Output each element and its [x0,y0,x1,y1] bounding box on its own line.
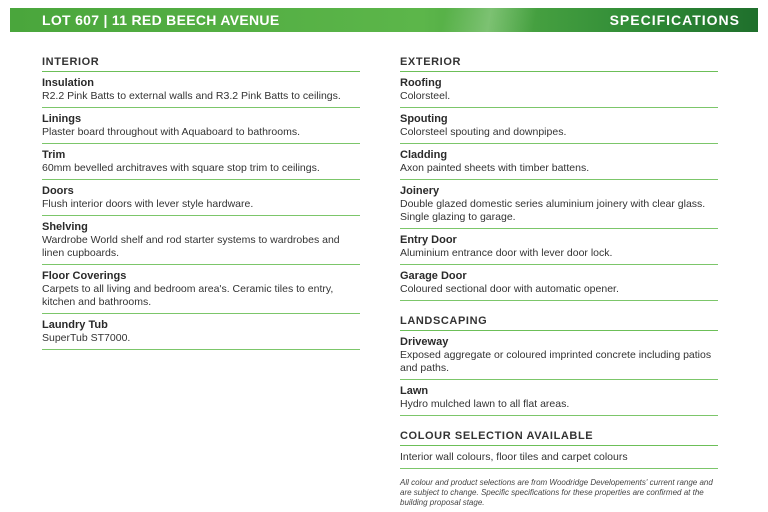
interior-heading: INTERIOR [42,56,360,72]
spec-item-desc: SuperTub ST7000. [42,332,131,344]
specifications-title: SPECIFICATIONS [609,12,740,28]
section-gap [400,301,718,315]
spec-item-insulation [42,72,360,108]
colour-selection-heading: COLOUR SELECTION AVAILABLE [400,430,718,446]
spec-item-name: Linings [42,113,82,125]
spec-item-spouting [400,108,718,144]
spec-item-shelving [42,216,360,265]
spec-item-name: Doors [42,185,74,197]
spec-item-driveway [400,331,718,380]
interior-column [42,56,360,350]
spec-item-name: Driveway [400,336,449,348]
section-gap [400,416,718,430]
spec-item-cladding [400,144,718,180]
spec-item-roofing [400,72,718,108]
spec-item-name: Roofing [400,77,442,89]
spec-item-desc: Colorsteel. [400,90,451,102]
spec-item-linings [42,108,360,144]
spec-item-trim [42,144,360,180]
spec-item-name: Spouting [400,113,448,125]
spec-item-desc: Axon painted sheets with timber battens. [400,162,590,174]
spec-item-desc: Carpets to all living and bedroom area's. Ceramic tiles to entry, kitchen and bathrooms. [42,283,334,308]
footnote: All colour and product selections are from Woodridge Developements' current range and are subject to change. Specific specifications for these properties are confirmed at the building proposal stage. [400,478,713,507]
spec-item-desc: Coloured sectional door with automatic opener. [400,283,619,295]
spec-item-name: Lawn [400,385,429,397]
spec-item-desc: Exposed aggregate or coloured imprinted concrete including patios and paths. [400,349,712,374]
spec-item-desc: Wardrobe World shelf and rod starter systems to wardrobes and linen cupboards. [42,234,340,259]
spec-item-desc: Aluminium entrance door with lever door lock. [400,247,613,259]
spec-item-desc: Colorsteel spouting and downpipes. [400,126,567,138]
spec-item-entry-door [400,229,718,265]
spec-item-desc: Plaster board throughout with Aquaboard to bathrooms. [42,126,300,138]
spec-item-name: Cladding [400,149,448,161]
spec-item-name: Garage Door [400,270,467,282]
spec-item-name: Trim [42,149,66,161]
spec-item-name: Insulation [42,77,94,89]
spec-item-laundry-tub [42,314,360,350]
spec-item-name: Laundry Tub [42,319,108,331]
spec-item-garage-door [400,265,718,301]
spec-item-joinery [400,180,718,229]
spec-item-desc: Flush interior doors with lever style hardware. [42,198,254,210]
spec-item-desc: R2.2 Pink Batts to external walls and R3.2 Pink Batts to ceilings. [42,90,341,102]
spec-item-doors [42,180,360,216]
spec-item-desc: Hydro mulched lawn to all flat areas. [400,398,570,410]
colour-selection-desc: Interior wall colours, floor tiles and carpet colours [400,446,718,469]
spec-item-desc: Double glazed domestic series aluminium joinery with clear glass. Single glazing to garage. [400,198,706,223]
header-banner [10,8,758,32]
spec-item-desc: 60mm bevelled architraves with square stop trim to ceilings. [42,162,320,174]
spec-item-name: Joinery [400,185,440,197]
spec-item-floor-coverings [42,265,360,314]
banner-swoosh [390,8,570,32]
spec-item-name: Entry Door [400,234,457,246]
spec-item-name: Shelving [42,221,88,233]
exterior-heading: EXTERIOR [400,56,718,72]
landscaping-heading: LANDSCAPING [400,315,718,331]
spec-item-name: Floor Coverings [42,270,127,282]
spec-item-lawn [400,380,718,416]
lot-title: LOT 607 | 11 RED BEECH AVENUE [42,12,280,28]
exterior-column [400,56,718,508]
